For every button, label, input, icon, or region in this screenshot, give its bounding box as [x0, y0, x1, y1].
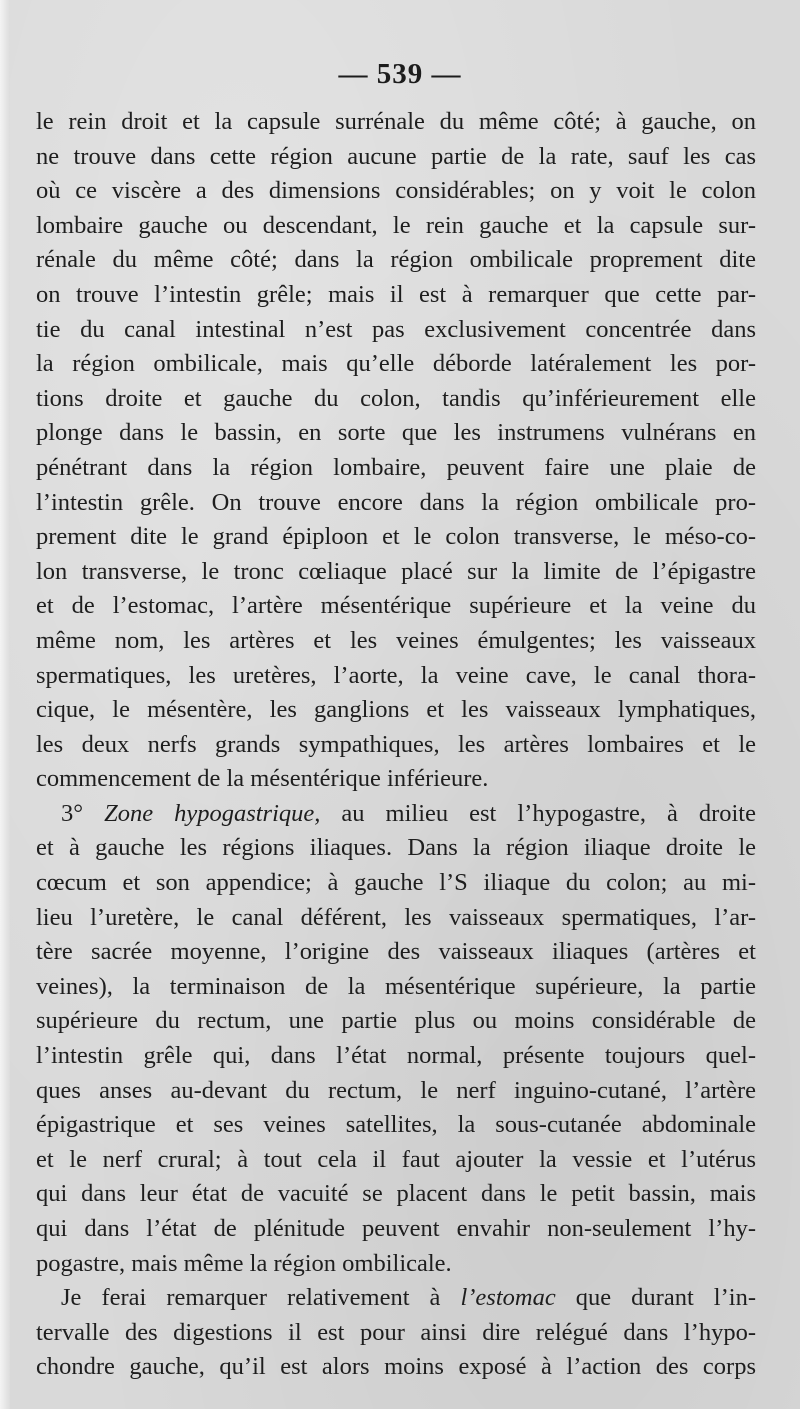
text-segment: qui dans leur état de vacuité se placent dans le petit bassin, mais — [36, 1180, 756, 1208]
text-line — [36, 1177, 756, 1212]
text-segment: tions droite et gauche du colon, tandis qu’inférieurement elle — [36, 384, 756, 412]
text-line — [36, 140, 756, 175]
text-segment: épigastrique et ses veines satellites, la sous-cutanée abdominale — [36, 1111, 756, 1139]
text-line — [36, 347, 756, 382]
text-segment: les deux nerfs grands sympathiques, les artères lombaires et le — [36, 730, 756, 758]
text-line — [36, 1074, 756, 1109]
text-segment: supérieure du rectum, une partie plus ou moins considérable de — [36, 1007, 756, 1035]
text-line — [36, 209, 756, 244]
text-segment: au milieu est l’hypogastre, à droite — [320, 799, 756, 827]
text-line — [36, 520, 756, 555]
text-segment: où ce viscère a des dimensions considérables; on y voit le colon — [36, 177, 756, 205]
text-segment: plonge dans le bassin, en sorte que les instrumens vulnérans en — [36, 419, 756, 447]
page-edge — [0, 0, 10, 1409]
text-segment: tère sacrée moyenne, l’origine des vaisseaux iliaques (artères et — [36, 938, 756, 966]
text-segment: pénétrant dans la région lombaire, peuvent faire une plaie de — [36, 453, 756, 481]
text-line — [36, 659, 756, 694]
text-line — [36, 762, 756, 797]
text-segment: l’intestin grêle qui, dans l’état normal, présente toujours quel- — [36, 1042, 756, 1070]
page-number: — 539 — — [338, 58, 462, 90]
text-segment: on trouve l’intestin grêle; mais il est à remarquer que cette par- — [36, 280, 756, 308]
text-segment: même nom, les artères et les veines émulgentes; les vaisseaux — [36, 626, 756, 654]
text-line — [36, 693, 756, 728]
text-segment: ques anses au-devant du rectum, le nerf inguino-cutané, l’artère — [36, 1076, 756, 1104]
text-line — [36, 486, 756, 521]
text-line — [36, 1316, 756, 1351]
text-segment: l’intestin grêle. On trouve encore dans la région ombilicale pro- — [36, 488, 756, 516]
text-segment: tie du canal intestinal n’est pas exclusivement concentrée dans — [36, 315, 756, 343]
text-segment: cœcum et son appendice; à gauche l’S iliaque du colon; au mi- — [36, 869, 756, 897]
text-segment: chondre gauche, qu’il est alors moins exposé à l’action des corps — [36, 1353, 756, 1381]
text-line — [36, 1004, 756, 1039]
text-line — [36, 901, 756, 936]
text-line — [36, 278, 756, 313]
text-segment: lombaire gauche ou descendant, le rein gauche et la capsule sur- — [36, 211, 756, 239]
text-segment: la région ombilicale, mais qu’elle déborde latéralement les por- — [36, 350, 756, 378]
text-segment: que durant l’in- — [555, 1284, 756, 1312]
italic-text: Zone hypogastrique, — [104, 799, 321, 827]
text-line — [36, 866, 756, 901]
text-segment: cique, le mésentère, les ganglions et les vaisseaux lymphatiques, — [36, 696, 756, 724]
text-line — [36, 831, 756, 866]
text-line — [36, 1350, 756, 1385]
text-segment: qui dans l’état de plénitude peuvent envahir non-seulement l’hy- — [36, 1215, 756, 1242]
italic-text: l’estomac — [460, 1284, 556, 1312]
text-segment: pogastre, mais même la région ombilicale. — [36, 1249, 452, 1277]
text-line — [36, 1108, 756, 1143]
text-line — [36, 589, 756, 624]
text-segment: lon transverse, le tronc cœliaque placé sur la limite de l’épigastre — [36, 557, 756, 585]
text-segment: et de l’estomac, l’artère mésentérique supérieure et la veine du — [36, 592, 756, 620]
body-text — [36, 105, 756, 1385]
text-segment: spermatiques, les uretères, l’aorte, la veine cave, le canal thora- — [36, 661, 756, 689]
text-line — [36, 416, 756, 451]
text-line — [36, 313, 756, 348]
text-line — [36, 1212, 756, 1247]
text-line — [36, 1039, 756, 1074]
text-segment: le rein droit et la capsule surrénale du même côté; à gauche, on — [36, 108, 756, 135]
text-segment: ne trouve dans cette région aucune partie de la rate, sauf les cas — [36, 142, 756, 170]
text-line — [36, 624, 756, 659]
text-segment: rénale du même côté; dans la région ombilicale proprement dite — [36, 246, 756, 274]
text-line — [36, 728, 756, 763]
text-segment: et le nerf crural; à tout cela il faut ajouter la vessie et l’utérus — [36, 1145, 756, 1173]
text-segment: commencement de la mésentérique inférieure. — [36, 765, 489, 793]
text-segment: Je ferai remarquer relativement à — [61, 1284, 461, 1312]
text-segment: lieu l’uretère, le canal déférent, les vaisseaux spermatiques, l’ar- — [36, 903, 756, 931]
text-segment: veines), la terminaison de la mésentérique supérieure, la partie — [36, 972, 756, 1000]
text-segment: et à gauche les régions iliaques. Dans la région iliaque droite le — [36, 834, 756, 862]
text-line — [36, 935, 756, 970]
text-segment: 3° — [61, 799, 105, 827]
text-line — [36, 1247, 756, 1282]
text-line — [36, 382, 756, 417]
text-line — [36, 105, 756, 140]
text-line — [36, 1143, 756, 1178]
text-line — [36, 451, 756, 486]
text-line — [36, 797, 756, 832]
text-line — [36, 174, 756, 209]
text-segment: prement dite le grand épiploon et le colon transverse, le méso-co- — [36, 523, 756, 551]
text-line — [36, 555, 756, 590]
text-line — [36, 970, 756, 1005]
text-line — [36, 1281, 756, 1316]
text-segment: tervalle des digestions il est pour ainsi dire relégué dans l’hypo- — [36, 1318, 756, 1346]
text-line — [36, 243, 756, 278]
